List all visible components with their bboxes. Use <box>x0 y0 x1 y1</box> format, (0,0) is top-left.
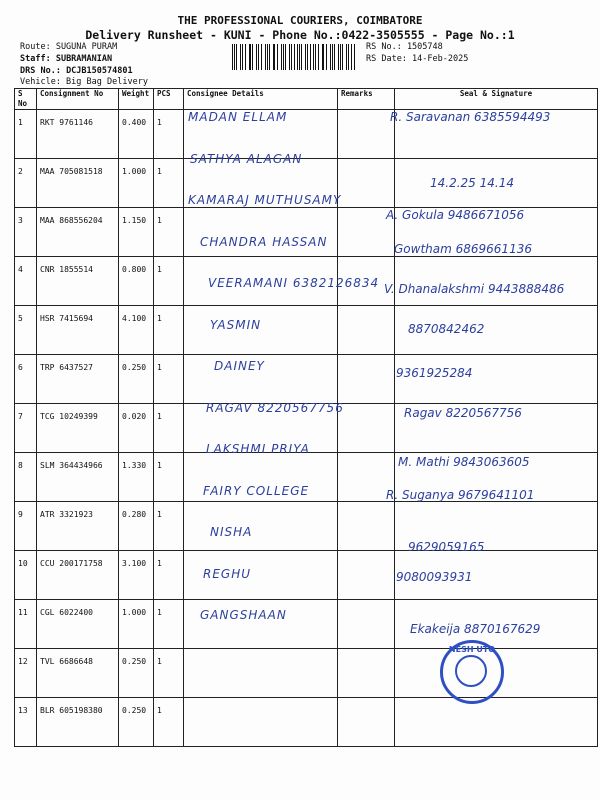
row-remarks <box>338 502 395 551</box>
barcode-bar <box>269 44 270 70</box>
row-consignment-no: SLM 364434966 <box>37 453 119 502</box>
row-weight: 1.330 <box>119 453 154 502</box>
table-row <box>15 355 598 404</box>
barcode-bar <box>281 44 282 70</box>
barcode-bar <box>240 44 241 70</box>
row-consignment-no: MAA 868556204 <box>37 208 119 257</box>
row-pcs: 1 <box>154 698 184 747</box>
barcode-bar <box>315 44 316 70</box>
row-pcs: 1 <box>154 355 184 404</box>
row-sno: 10 <box>15 551 37 600</box>
row-weight: 0.250 <box>119 355 154 404</box>
route-label: Route: SUGUNA PURAM <box>20 42 118 52</box>
barcode-bar <box>232 44 233 70</box>
row-sno: 13 <box>15 698 37 747</box>
stamp-inner-ring <box>455 655 487 687</box>
barcode-bar <box>313 44 314 70</box>
staff-name: SUBRAMANIAN <box>55 54 113 64</box>
handwritten-consignee: CHANDRA HASSAN <box>200 234 328 249</box>
row-consignment-no: BLR 605198380 <box>37 698 119 747</box>
row-remarks <box>338 404 395 453</box>
rs-date: RS Date: 14-Feb-2025 <box>366 54 469 64</box>
row-consignee <box>184 502 338 551</box>
courier-stamp <box>440 640 504 704</box>
handwritten-signature: 9629059165 <box>408 540 485 554</box>
barcode-bar <box>256 44 257 70</box>
row-sno: 6 <box>15 355 37 404</box>
barcode-bar <box>338 44 339 70</box>
runsheet-subtitle: Delivery Runsheet - KUNI - Phone No.:0422-3505555 - Page No.:1 <box>85 28 515 42</box>
row-weight: 0.250 <box>119 698 154 747</box>
handwritten-consignee: DAINEY <box>214 359 265 373</box>
handwritten-consignee: GANGSHAAN <box>200 608 287 622</box>
row-remarks <box>338 159 395 208</box>
row-consignment-no: HSR 7415694 <box>37 306 119 355</box>
row-sno: 4 <box>15 257 37 306</box>
row-signature <box>395 257 598 306</box>
drs-label: DRS No.: <box>20 66 67 76</box>
barcode-bar <box>323 44 324 70</box>
row-signature <box>395 698 598 747</box>
row-weight: 0.020 <box>119 404 154 453</box>
row-pcs: 1 <box>154 404 184 453</box>
row-pcs: 1 <box>154 257 184 306</box>
barcode-bar <box>242 44 243 70</box>
handwritten-consignee: FAIRY COLLEGE <box>203 483 310 498</box>
row-remarks <box>338 698 395 747</box>
handwritten-signature: R. Suganya 9679641101 <box>386 488 535 502</box>
row-consignment-no: TRP 6437527 <box>37 355 119 404</box>
row-consignee <box>184 600 338 649</box>
barcode-bar <box>330 44 331 70</box>
col-sno: S No <box>15 89 37 110</box>
row-remarks <box>338 649 395 698</box>
row-consignment-no: TCG 10249399 <box>37 404 119 453</box>
handwritten-consignee: REGHU <box>203 566 252 581</box>
handwritten-consignee: VEERAMANI 6382126834 <box>208 276 380 290</box>
handwritten-consignee: KAMARAJ MUTHUSAMY <box>188 193 342 207</box>
row-sno: 9 <box>15 502 37 551</box>
barcode-bar <box>252 44 253 70</box>
row-remarks <box>338 551 395 600</box>
barcode-bar <box>342 44 343 70</box>
row-weight: 0.250 <box>119 649 154 698</box>
row-weight: 4.100 <box>119 306 154 355</box>
handwritten-signature: Ragav 8220567756 <box>404 406 522 420</box>
row-weight: 1.000 <box>119 159 154 208</box>
row-remarks <box>338 600 395 649</box>
row-remarks <box>338 110 395 159</box>
col-consignee: Consignee Details <box>184 89 338 110</box>
drs-line <box>20 66 133 77</box>
row-pcs: 1 <box>154 502 184 551</box>
handwritten-signature: M. Mathi 9843063605 <box>398 455 530 469</box>
row-weight: 0.800 <box>119 257 154 306</box>
row-weight: 0.280 <box>119 502 154 551</box>
handwritten-consignee: YASMIN <box>210 317 262 332</box>
row-consignment-no: CGL 6022400 <box>37 600 119 649</box>
row-consignment-no: MAA 705081518 <box>37 159 119 208</box>
col-signature: Seal & Signature <box>395 89 598 110</box>
table-row <box>15 502 598 551</box>
row-remarks <box>338 355 395 404</box>
handwritten-signature: A. Gokula 9486671056 <box>386 208 525 222</box>
row-consignment-no: ATR 3321923 <box>37 502 119 551</box>
barcode-bar <box>305 44 306 70</box>
row-weight: 1.000 <box>119 600 154 649</box>
row-consignee <box>184 698 338 747</box>
row-pcs: 1 <box>154 306 184 355</box>
row-pcs: 1 <box>154 453 184 502</box>
table-row <box>15 698 598 747</box>
company-title: THE PROFESSIONAL COURIERS, COIMBATORE <box>177 14 423 27</box>
row-consignment-no: TVL 6686648 <box>37 649 119 698</box>
row-pcs: 1 <box>154 208 184 257</box>
barcode-bar <box>285 44 286 70</box>
row-pcs: 1 <box>154 110 184 159</box>
barcode <box>232 44 356 70</box>
row-weight: 3.100 <box>119 551 154 600</box>
barcode-bar <box>277 44 278 70</box>
handwritten-consignee: LAKSHMI PRIYA <box>206 442 310 456</box>
handwritten-signature: 8870842462 <box>408 322 485 336</box>
drs-number: DCJB150574801 <box>66 66 133 76</box>
barcode-bar <box>291 44 292 70</box>
row-pcs: 1 <box>154 159 184 208</box>
col-remarks: Remarks <box>338 89 395 110</box>
row-sno: 12 <box>15 649 37 698</box>
barcode-bar <box>261 44 262 70</box>
handwritten-signature: 9080093931 <box>396 570 473 584</box>
table-header-row <box>15 89 598 110</box>
staff-line <box>20 54 112 65</box>
table-row <box>15 306 598 355</box>
row-sno: 3 <box>15 208 37 257</box>
row-pcs: 1 <box>154 649 184 698</box>
row-sno: 2 <box>15 159 37 208</box>
handwritten-signature: V. Dhanalakshmi 9443888486 <box>384 282 565 296</box>
row-weight: 0.400 <box>119 110 154 159</box>
row-consignee <box>184 649 338 698</box>
row-remarks <box>338 306 395 355</box>
barcode-bar <box>346 44 347 70</box>
handwritten-signature: Gowtham 6869661136 <box>394 242 532 256</box>
handwritten-signature: 14.2.25 14.14 <box>430 176 514 190</box>
row-consignee <box>184 208 338 257</box>
barcode-bar <box>354 44 355 70</box>
col-weight: Weight <box>119 89 154 110</box>
handwritten-signature: Ekakeija 8870167629 <box>410 622 541 636</box>
row-sno: 8 <box>15 453 37 502</box>
row-pcs: 1 <box>154 551 184 600</box>
handwritten-signature: R. Saravanan 6385594493 <box>390 110 551 124</box>
row-pcs: 1 <box>154 600 184 649</box>
col-consignment: Consignment No <box>37 89 119 110</box>
table-row <box>15 551 598 600</box>
col-pcs: PCS <box>154 89 184 110</box>
table-row <box>15 649 598 698</box>
handwritten-consignee: RAGAV 8220567756 <box>206 400 344 415</box>
staff-label: Staff: <box>20 54 56 64</box>
handwritten-consignee: NISHA <box>210 525 253 539</box>
vehicle-label: Vehicle: Big Bag Delivery <box>20 77 148 87</box>
row-sno: 7 <box>15 404 37 453</box>
stamp-text: NESH UTO <box>448 645 496 654</box>
row-consignment-no: CCU 200171758 <box>37 551 119 600</box>
rs-number: RS No.: 1505748 <box>366 42 443 52</box>
row-sno: 1 <box>15 110 37 159</box>
row-weight: 1.150 <box>119 208 154 257</box>
row-sno: 11 <box>15 600 37 649</box>
handwritten-consignee: MADAN ELLAM <box>188 110 288 124</box>
handwritten-consignee: SATHYA ALAGAN <box>190 151 303 166</box>
row-sno: 5 <box>15 306 37 355</box>
barcode-bar <box>301 44 302 70</box>
handwritten-signature: 9361925284 <box>396 366 473 380</box>
row-consignment-no: RKT 9761146 <box>37 110 119 159</box>
row-consignment-no: CNR 1855514 <box>37 257 119 306</box>
